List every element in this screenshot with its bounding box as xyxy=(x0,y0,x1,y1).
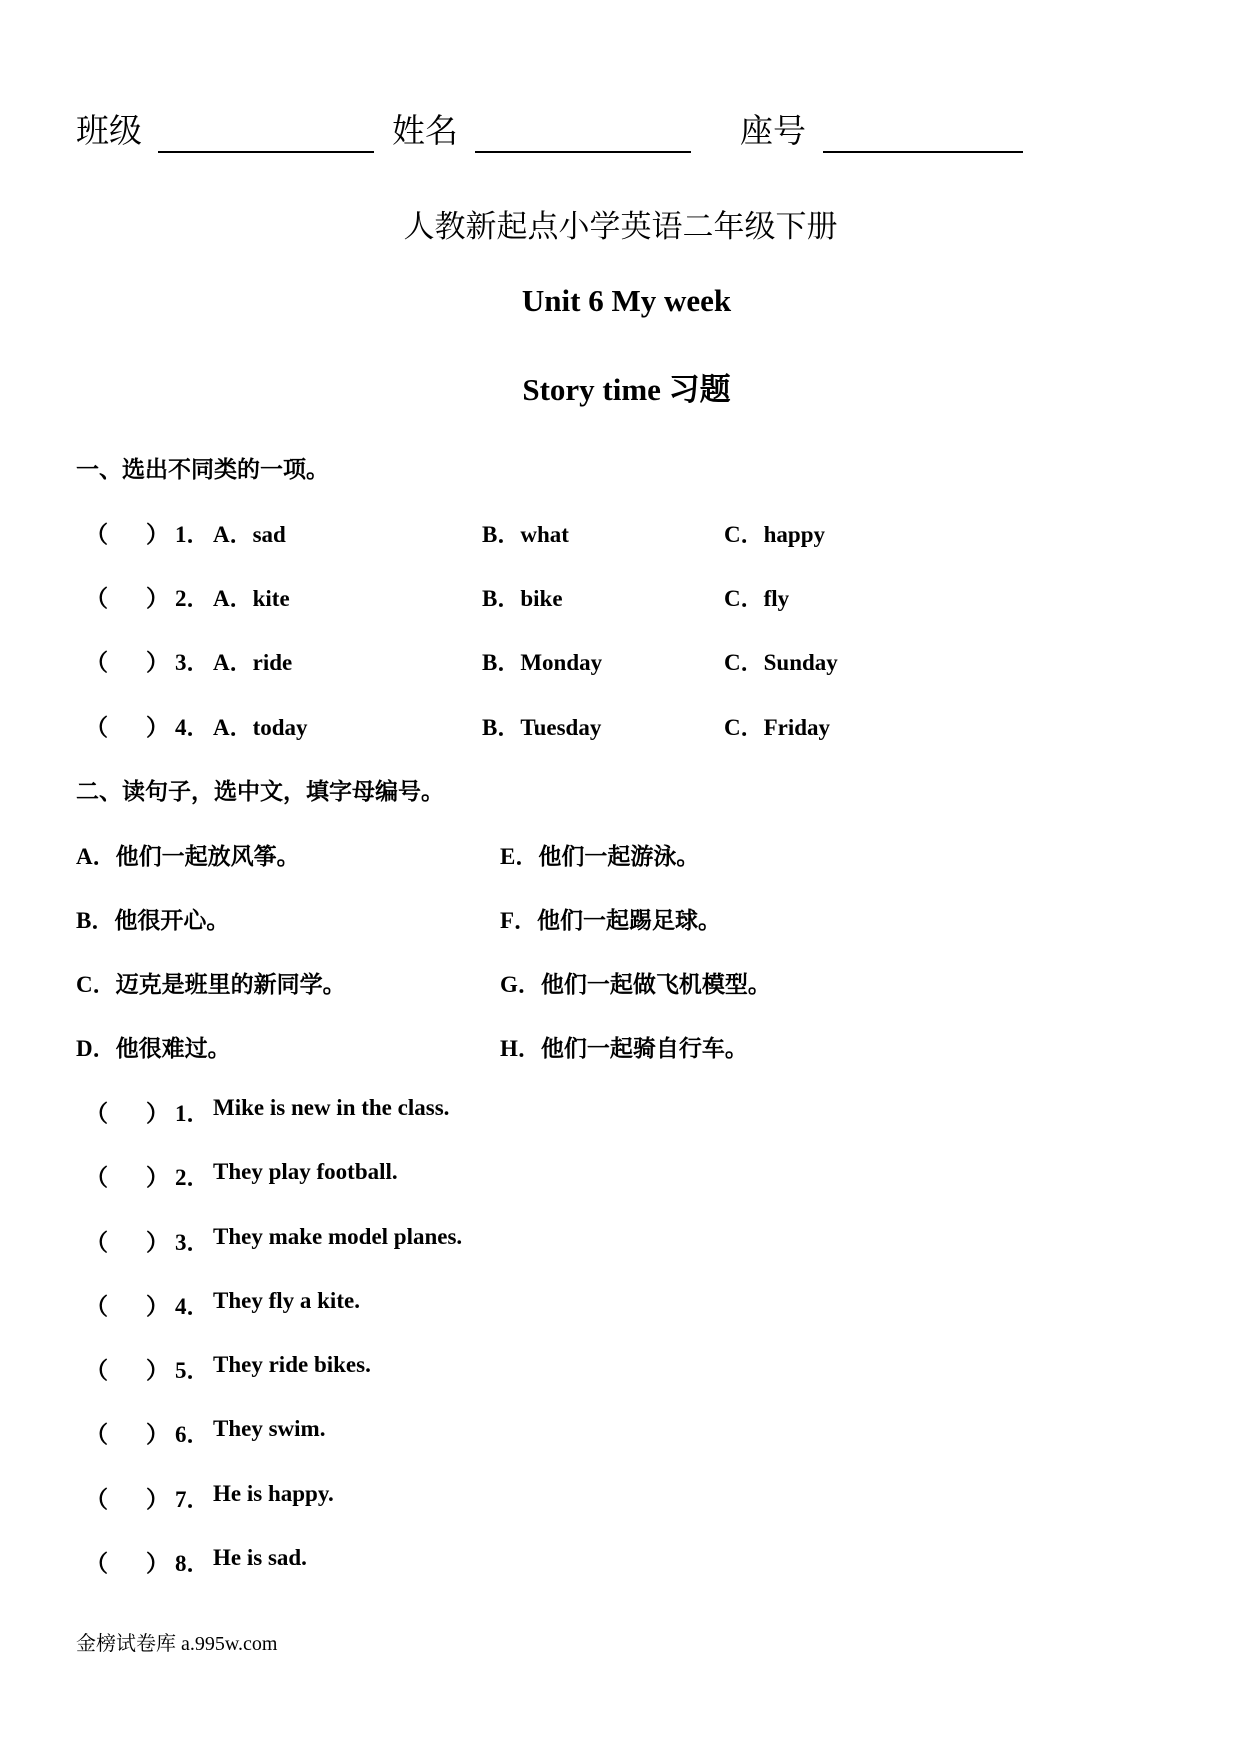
seat-blank[interactable] xyxy=(823,121,1023,153)
option-e-chinese: E．他们一起游泳。 xyxy=(500,844,700,869)
answer-bracket-close: ） xyxy=(146,650,169,675)
option-a: A．ride xyxy=(213,650,293,675)
answer-bracket-close: ） xyxy=(146,1230,169,1255)
option-d-chinese: D．他很难过。 xyxy=(76,1036,231,1061)
question-number: 1． xyxy=(175,1101,210,1126)
answer-bracket-close: ） xyxy=(146,586,169,611)
answer-bracket-open[interactable]: （ xyxy=(85,1230,108,1255)
question-number: 6． xyxy=(175,1422,210,1447)
answer-bracket-open[interactable]: （ xyxy=(85,1165,108,1190)
s2-sentence-6 xyxy=(76,1416,1176,1448)
answer-bracket-open[interactable]: （ xyxy=(85,715,108,740)
s2-sentence-8 xyxy=(76,1545,1176,1577)
sentence-text: They ride bikes. xyxy=(213,1352,371,1377)
answer-bracket-close: ） xyxy=(146,1487,169,1512)
sentence-text: They swim. xyxy=(213,1416,326,1441)
question-number: 4． xyxy=(175,1294,210,1319)
sentence-text: They play football. xyxy=(213,1159,398,1184)
name-label: 姓名 xyxy=(392,114,458,150)
option-f-chinese: F．他们一起踢足球。 xyxy=(500,908,722,933)
question-number: 2． xyxy=(175,586,210,611)
seat-label: 座号 xyxy=(740,114,806,150)
class-label: 班级 xyxy=(76,114,142,150)
s2-sentence-3 xyxy=(76,1224,1176,1256)
option-a: A．sad xyxy=(213,522,286,547)
option-b: B．bike xyxy=(482,586,563,611)
sentence-text: He is happy. xyxy=(213,1481,334,1506)
name-blank[interactable] xyxy=(475,121,691,153)
option-b: B．what xyxy=(482,522,569,547)
option-h-chinese: H．他们一起骑自行车。 xyxy=(500,1036,748,1061)
section1-heading: 一、选出不同类的一项。 xyxy=(76,457,329,482)
s1-question-1 xyxy=(76,516,1176,548)
book-title: 人教新起点小学英语二年级下册 xyxy=(403,209,838,244)
question-number: 4． xyxy=(175,715,210,740)
answer-bracket-close: ） xyxy=(146,1165,169,1190)
answer-bracket-open[interactable]: （ xyxy=(85,1551,108,1576)
question-number: 7． xyxy=(175,1487,210,1512)
question-number: 3． xyxy=(175,650,210,675)
sentence-text: They fly a kite. xyxy=(213,1288,360,1313)
question-number: 5． xyxy=(175,1358,210,1383)
option-c: C．Friday xyxy=(724,715,831,740)
sentence-text: Mike is new in the class. xyxy=(213,1095,450,1120)
question-number: 3． xyxy=(175,1230,210,1255)
lesson-title: Story time 习题 xyxy=(522,372,731,407)
answer-bracket-close: ） xyxy=(146,1101,169,1126)
s1-question-2 xyxy=(76,580,1176,612)
answer-bracket-close: ） xyxy=(146,1551,169,1576)
answer-bracket-open[interactable]: （ xyxy=(85,1358,108,1383)
answer-bracket-open[interactable]: （ xyxy=(85,1101,108,1126)
answer-bracket-close: ） xyxy=(146,1358,169,1383)
s2-sentence-2 xyxy=(76,1159,1176,1191)
answer-bracket-open[interactable]: （ xyxy=(85,586,108,611)
option-a: A．today xyxy=(213,715,308,740)
option-b: B．Tuesday xyxy=(482,715,602,740)
option-a-chinese: A．他们一起放风筝。 xyxy=(76,844,300,869)
unit-title: Unit 6 My week xyxy=(521,283,732,318)
s2-sentence-4 xyxy=(76,1288,1176,1320)
sentence-text: He is sad. xyxy=(213,1545,307,1570)
s1-question-3 xyxy=(76,644,1176,676)
question-number: 2． xyxy=(175,1165,210,1190)
answer-bracket-close: ） xyxy=(146,715,169,740)
option-c: C．happy xyxy=(724,522,825,547)
answer-bracket-open[interactable]: （ xyxy=(85,650,108,675)
question-number: 1． xyxy=(175,522,210,547)
answer-bracket-open[interactable]: （ xyxy=(85,522,108,547)
section2-heading: 二、读句子，选中文，填字母编号。 xyxy=(76,779,444,804)
s2-sentence-1 xyxy=(76,1095,1176,1127)
answer-bracket-close: ） xyxy=(146,1294,169,1319)
s1-question-4 xyxy=(76,709,1176,741)
option-a: A．kite xyxy=(213,586,290,611)
answer-bracket-close: ） xyxy=(146,1422,169,1447)
answer-bracket-close: ） xyxy=(146,522,169,547)
answer-bracket-open[interactable]: （ xyxy=(85,1487,108,1512)
option-c: C．fly xyxy=(724,586,790,611)
footer-source: 金榜试卷库 a.995w.com xyxy=(76,1633,278,1655)
class-blank[interactable] xyxy=(158,121,374,153)
answer-bracket-open[interactable]: （ xyxy=(85,1294,108,1319)
option-c: C．Sunday xyxy=(724,650,838,675)
option-b-chinese: B．他很开心。 xyxy=(76,908,230,933)
answer-bracket-open[interactable]: （ xyxy=(85,1422,108,1447)
option-c-chinese: C．迈克是班里的新同学。 xyxy=(76,972,346,997)
option-b: B．Monday xyxy=(482,650,603,675)
question-number: 8． xyxy=(175,1551,210,1576)
s2-sentence-7 xyxy=(76,1481,1176,1513)
option-g-chinese: G．他们一起做飞机模型。 xyxy=(500,972,771,997)
s2-sentence-5 xyxy=(76,1352,1176,1384)
sentence-text: They make model planes. xyxy=(213,1224,463,1249)
